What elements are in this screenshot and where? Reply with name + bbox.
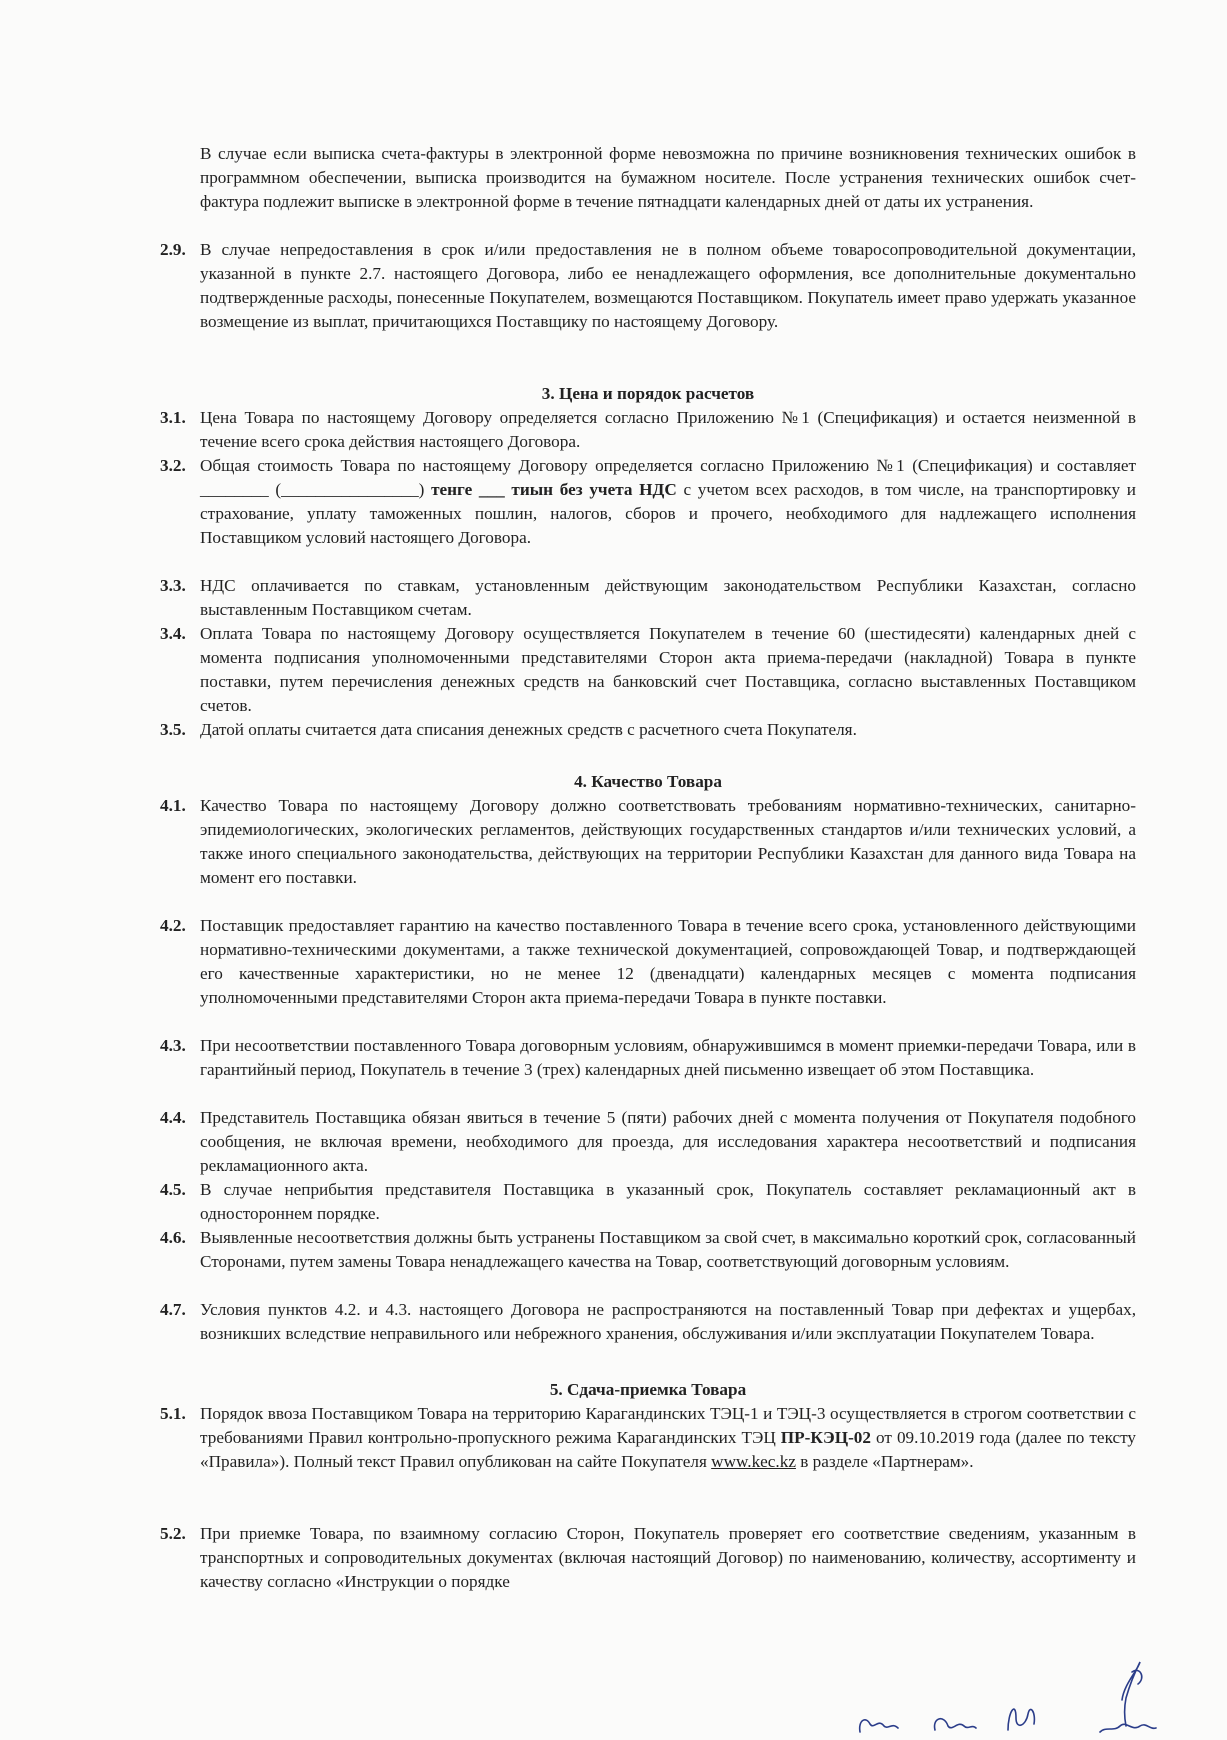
clause-number: 2.9. — [160, 240, 186, 259]
rules-code: ПР-КЭЦ-02 — [780, 1428, 871, 1447]
clause-text: Выявленные несоответствия должны быть устранены Поставщиком за свой счет, в максимально короткий срок, согласованный Сторонами, путем замены Товара ненадлежащего качества на Товар, соответствующий договорным условиям. — [200, 1228, 1136, 1271]
clause-number: 3.2. — [160, 456, 186, 475]
clause-3-5 — [160, 718, 1136, 742]
clause-number: 4.4. — [160, 1108, 186, 1127]
clause-number: 4.1. — [160, 796, 186, 815]
clause-text: В случае неприбытия представителя Поставщика в указанный срок, Покупатель составляет рекламационный акт в одностороннем порядке. — [200, 1180, 1136, 1223]
clause-number: 3.5. — [160, 720, 186, 739]
clause-3-3 — [160, 574, 1136, 622]
clause-text: Датой оплаты считается дата списания денежных средств с расчетного счета Покупателя. — [200, 720, 857, 739]
paragraph-2-8-continuation: В случае если выписка счета-фактуры в электронной форме невозможна по причине возникновения технических ошибок в программном обеспечении, выписка производится на бумажном носителе. После устранения технических ошибок счет-фактура подлежит выписке в электронной форме в течение пятнадцати календарных дней от даты их устранения. — [200, 144, 1136, 211]
clause-text: Качество Товара по настоящему Договору должно соответствовать требованиям нормативно-технических, санитарно-эпидемиологических, экологических регламентов, действующих государственных стандартов и/или технических условий, а также иного специального законодательства, действующих на территории Республики Казахстан для данного вида Товара на момент его поставки. — [200, 796, 1136, 887]
clause-text: Цена Товара по настоящему Договору определяется согласно Приложению №1 (Спецификация) и остается неизменной в течение всего срока действия настоящего Договора. — [200, 408, 1136, 451]
clause-text: Поставщик предоставляет гарантию на качество поставленного Товара в течение всего срока, установленного действующими нормативно-техническими документами, а также технической документацией, сопровождающей Товар, и подтверждающей его качественные характеристики, но не менее 12 (двенадцати) календарных месяцев с момента подписания уполномоченными представителями Сторон акта приема-передачи Товара в пункте поставки. — [200, 916, 1136, 1007]
clause-number: 4.3. — [160, 1036, 186, 1055]
clause-text — [200, 454, 1136, 550]
clause-4-5 — [160, 1178, 1136, 1226]
clause-4-7 — [160, 1298, 1136, 1346]
section-3-heading: 3. Цена и порядок расчетов — [541, 384, 755, 403]
handwritten-signatures — [840, 1660, 1170, 1740]
clause-4-4 — [160, 1106, 1136, 1178]
clause-text-part: от 09.10.2019 года (далее по тексту «Правила»). Полный текст Правил опубликован на сайте Покупателя — [200, 1428, 1136, 1471]
clause-2-9 — [160, 238, 1136, 334]
clause-text-part: Общая стоимость Товара по настоящему Договору определяется согласно Приложению №1 (Спецификация) и составляет ________ (________________) — [200, 456, 1136, 499]
section-4-heading: 4. Качество Товара — [574, 772, 722, 791]
clause-4-3 — [160, 1034, 1136, 1082]
clause-number: 5.2. — [160, 1524, 186, 1543]
clause-text: Представитель Поставщика обязан явиться в течение 5 (пяти) рабочих дней с момента получения от Покупателя подобного сообщения, не включая времени, необходимого для проезда, для исследования характера несоответствий и подписания рекламационного акта. — [200, 1108, 1136, 1175]
clause-5-1 — [160, 1402, 1136, 1474]
clause-3-2 — [160, 454, 1136, 550]
clause-text: НДС оплачивается по ставкам, установленным действующим законодательством Республики Казахстан, согласно выставленным Поставщиком счетам. — [200, 576, 1136, 619]
clause-3-4 — [160, 622, 1136, 718]
price-bold-text: тенге ___ тиын без учета НДС — [424, 480, 677, 499]
clause-4-1 — [160, 794, 1136, 890]
clause-text-part: Порядок ввоза Поставщиком Товара на территорию Карагандинских ТЭЦ-1 и ТЭЦ-3 осуществляется в строгом соответствии с требованиями Правил контрольно-пропускного режима Карагандинских ТЭЦ — [200, 1404, 1136, 1447]
clause-number: 3.3. — [160, 576, 186, 595]
clause-number: 4.2. — [160, 916, 186, 935]
clause-number: 3.1. — [160, 408, 186, 427]
clause-text: В случае непредоставления в срок и/или предоставления не в полном объеме товаросопроводительной документации, указанной в пункте 2.7. настоящего Договора, либо ее ненадлежащего оформления, все дополнительные документально подтвержденные расходы, понесенные Покупателем, возмещаются Поставщиком. Покупатель имеет право удержать указанное возмещение из выплат, причитающихся Поставщику по настоящему Договору. — [200, 240, 1136, 331]
clause-3-1 — [160, 406, 1136, 454]
clause-4-6 — [160, 1226, 1136, 1274]
clause-text: При приемке Товара, по взаимному согласию Сторон, Покупатель проверяет его соответствие сведениям, указанным в транспортных и сопроводительных документах (включая настоящий Договор) по наименованию, количеству, ассортименту и качеству согласно «Инструкции о порядке — [200, 1524, 1136, 1591]
clause-number: 5.1. — [160, 1404, 186, 1423]
clause-text-part: с учетом всех расходов, в том числе, на транспортировку и страхование, уплату таможенных пошлин, налогов, сборов и прочего, необходимого для надлежащего исполнения Поставщиком условий настоящего Договора. — [200, 480, 1136, 547]
section-5-heading: 5. Сдача-приемка Товара — [549, 1380, 747, 1399]
website-link[interactable]: www.kec.kz — [711, 1452, 796, 1471]
clause-text: Условия пунктов 4.2. и 4.3. настоящего Договора не распространяются на поставленный Товар при дефектах и ущербах, возникших вследствие неправильного или небрежного хранения, обслуживания и/или эксплуатации Покупателем Товара. — [200, 1300, 1136, 1343]
clause-4-2 — [160, 914, 1136, 1010]
clause-number: 4.6. — [160, 1228, 186, 1247]
clause-text — [200, 1402, 1136, 1474]
clause-number: 4.5. — [160, 1180, 186, 1199]
clause-5-2 — [160, 1522, 1136, 1594]
clause-text: При несоответствии поставленного Товара договорным условиям, обнаружившимся в момент приемки-передачи Товара, или в гарантийный период, Покупатель в течение 3 (трех) календарных дней письменно извещает об этом Поставщика. — [200, 1036, 1136, 1079]
clause-number: 3.4. — [160, 624, 186, 643]
clause-number: 4.7. — [160, 1300, 186, 1319]
clause-text: Оплата Товара по настоящему Договору осуществляется Покупателем в течение 60 (шестидесяти) календарных дней с момента подписания уполномоченными представителями Сторон акта приема-передачи (накладной) Товара в пункте поставки, путем перечисления денежных средств на банковский счет Поставщика, согласно выставленных Поставщиком счетов. — [200, 624, 1136, 715]
clause-text-part: в разделе «Партнерам». — [795, 1452, 974, 1471]
